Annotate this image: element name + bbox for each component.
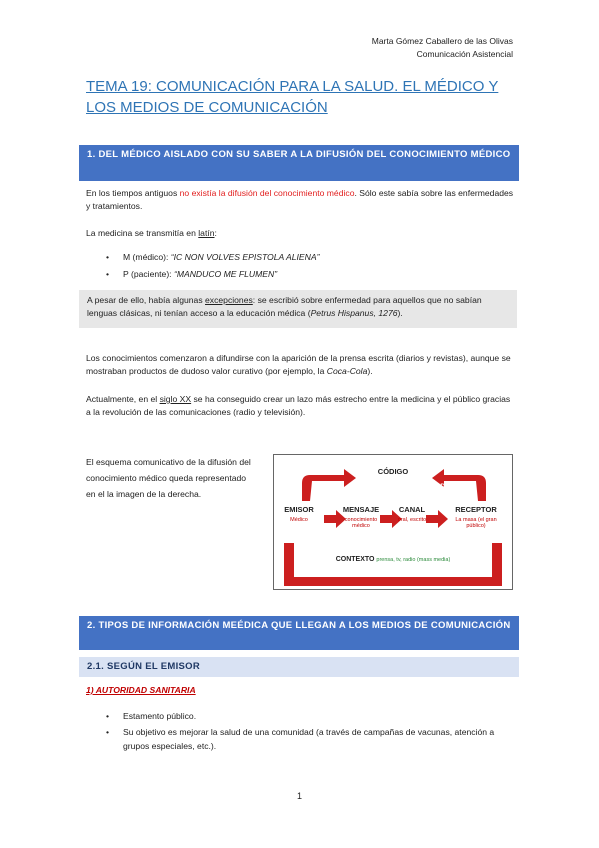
contexto-sub: prensa, tv, radio (mass media): [376, 557, 451, 563]
bullet-icon: •: [106, 269, 110, 279]
section-1-heading: 1. DEL MÉDICO AISLADO CON SU SABER A LA DIFUSIÓN DEL CONOCIMIENTO MÉDICO: [79, 145, 519, 181]
contexto-label: CONTEXTO prensa, tv, radio (mass media): [335, 556, 451, 563]
bullet-icon: •: [106, 727, 110, 737]
emisor-sub: Médico: [290, 517, 308, 523]
list-item: • M (médico): “IC NON VOLVES EPISTOLA ALIENA”: [106, 252, 320, 262]
emisor-bullets: [86, 709, 516, 753]
emisor-label: EMISOR: [284, 505, 314, 514]
paragraph-1: En los tiempos antiguos no existía la difusión del conocimiento médico. Sólo este sabía sobre las enfermedades y tratamientos.: [86, 188, 514, 211]
paragraph-3: Los conocimientos comenzaron a difundirse con la aparición de la prensa escrita (diarios y revistas), aunque se mostraban productos de dudoso valor curativo (por ejemplo, la Coca-Cola).: [86, 353, 511, 376]
header: [372, 35, 513, 61]
latin-examples-list: [86, 250, 506, 281]
page-number: 1: [296, 791, 302, 801]
section-2-heading: 2. TIPOS DE INFORMACIÓN MEÉDICA QUE LLEGAN A LOS MEDIOS DE COMUNICACIÓN: [79, 616, 519, 650]
highlight-text: no existía la difusión del conocimiento médico: [179, 188, 355, 198]
codif-label: CODIF: [318, 483, 340, 490]
mensaje-label: MENSAJE: [342, 505, 380, 514]
exceptions-box: A pesar de ello, había algunas excepciones: se escribió sobre enfermedad para aquellos que no sabían lenguas clásicas, ni tenían acceso a la educación médica (Petrus Hispanus, 1276).: [79, 290, 517, 328]
bullet-icon: •: [106, 252, 110, 262]
decodif-label: DECODIF: [440, 483, 470, 490]
sub-subsection-heading: 1) AUTORIDAD SANITARIA: [86, 685, 196, 695]
codigo-label: CÓDIGO: [377, 467, 409, 476]
list-item: • Estamento público.: [106, 711, 197, 721]
receptor-sub: La masa (el gran público): [455, 517, 497, 529]
paragraph-2: La medicina se transmitía en latín:: [86, 228, 217, 238]
paragraph-5: El esquema comunicativo de la difusión del conocimiento médico queda representado en el la imagen de la derecha.: [86, 457, 251, 499]
bullet-icon: •: [106, 711, 110, 721]
mensaje-sub: conocimiento médico: [344, 517, 378, 529]
receptor-label: RECEPTOR: [455, 505, 497, 514]
canal-label: CANAL: [398, 505, 426, 514]
list-item: • Su objetivo es mejorar la salud de una comunidad (a través de campañas de vacunas, atención a grupos especiales, etc.).: [106, 727, 495, 751]
canal-sub: oral, escrito: [397, 517, 427, 523]
header-author: Marta Gómez Caballero de las Olivas: [371, 36, 513, 46]
paragraph-4: Actualmente, en el siglo XX se ha conseguido crear un lazo más estrecho entre la medicina y el público gracias a la revolución de las comunicaciones (radio y televisión).: [86, 394, 511, 417]
header-subject: Comunicación Asistencial: [416, 49, 513, 59]
communication-diagram: [273, 454, 513, 590]
list-item: • P (paciente): “MANDUCO ME FLUMEN”: [106, 269, 278, 279]
subsection-heading: 2.1. SEGÚN EL EMISOR: [79, 657, 519, 677]
contexto-frame: [284, 543, 502, 586]
page-title: TEMA 19: COMUNICACIÓN PARA LA SALUD. EL MÉDICO Y LOS MEDIOS DE COMUNICACIÓN: [86, 78, 499, 116]
